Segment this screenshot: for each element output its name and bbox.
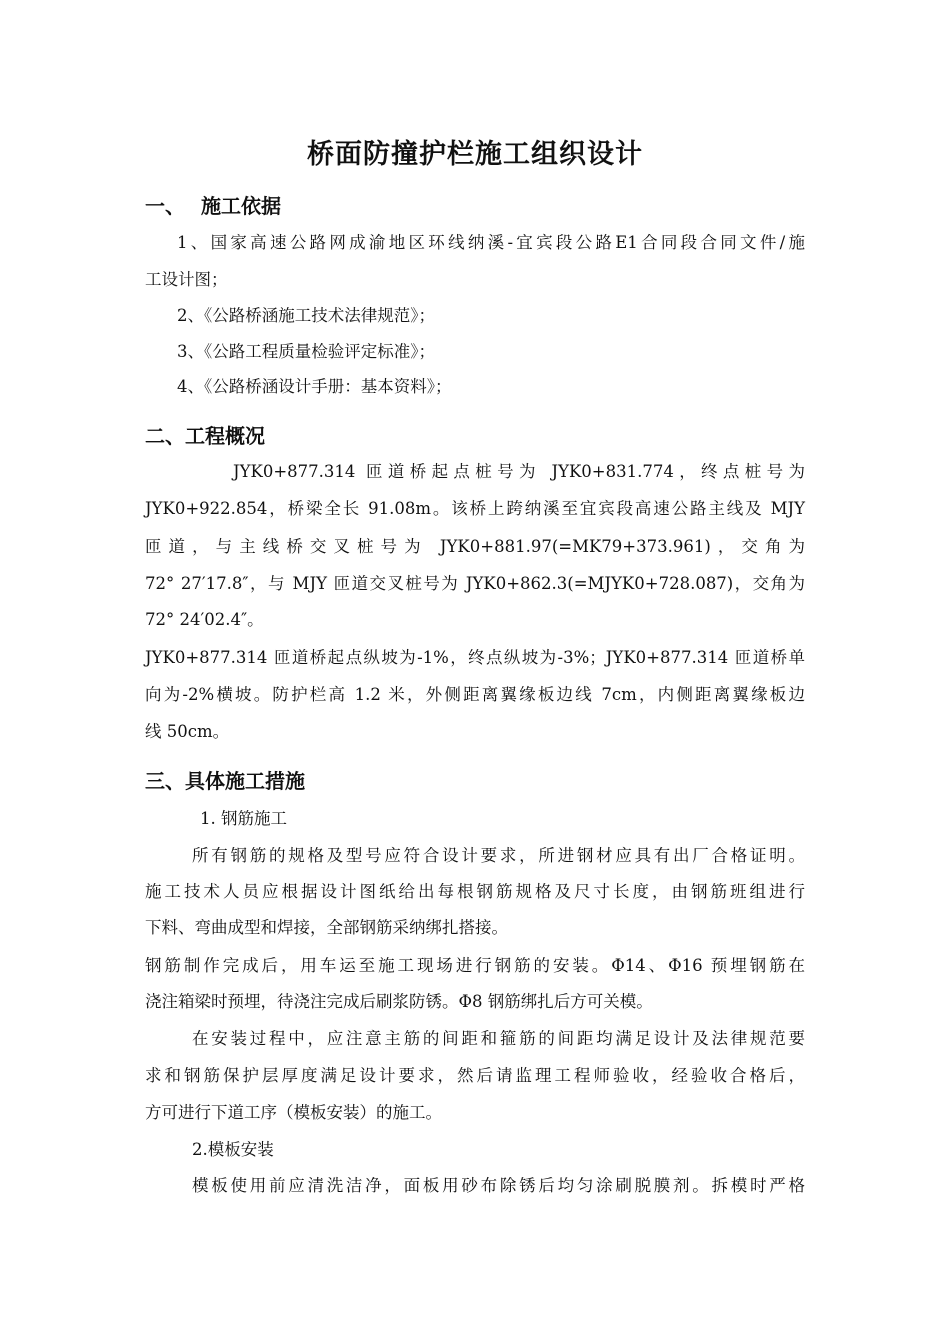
page-title: 桥面防撞护栏施工组织设计 [307,139,643,170]
section3-heading: 三、具体施工措施 [145,769,305,793]
section1-item3: 3、《公路工程质量检验评定标准》； [177,342,435,361]
section1-heading-text: 施工依据 [201,194,281,218]
section3-p1-line3: 下料、弯曲成型和焊接，全部钢筋采纳绑扎搭接。 [145,918,508,937]
section1-item2: 2、《公路桥涵施工技术法律规范》； [177,306,435,325]
section3-p1-line1: 所有钢筋的规格及型号应符合设计要求，所进钢材应具有出厂合格证明。 [192,846,805,865]
section1-item1-line2: 工设计图； [145,270,228,289]
section3-p2-line2: 浇注箱梁时预埋，待浇注完成后刷浆防锈。Φ8 钢筋绑扎后方可关模。 [145,992,653,1011]
section1-item4: 4、《公路桥涵设计手册：基本资料》； [177,377,452,396]
section1-number: 一、 [145,194,185,218]
section3-p3-line3: 方可进行下道工序（模板安装）的施工。 [145,1103,442,1122]
section2-heading: 二、工程概况 [145,424,265,448]
section3-p4-line1: 模板使用前应清洗洁净，面板用砂布除锈后均匀涂刷脱膜剂。拆模时严格 [192,1176,805,1195]
section3-p3-line2: 求和钢筋保护层厚度满足设计要求，然后请监理工程师验收，经验收合格后， [145,1066,805,1085]
section3-p1-line2: 施工技术人员应根据设计图纸给出每根钢筋规格及尺寸长度，由钢筋班组进行 [145,882,805,901]
section3-p3-line1: 在安装过程中，应注意主筋的间距和箍筋的间距均满足设计及法律规范要 [192,1029,805,1048]
section2-p2-line2: 向为-2%横坡。防护栏高 1.2 米，外侧距离翼缘板边线 7cm，内侧距离翼缘板边 [145,685,805,704]
section2-p1-line2: JYK0+922.854，桥梁全长 91.08m。该桥上跨纳溪至宜宾段高速公路主线及 MJY [145,499,805,518]
section3-p2-line1: 钢筋制作完成后，用车运至施工现场进行钢筋的安装。Φ14、Φ16 预埋钢筋在 [145,956,805,975]
section1-item1-line1: 1、国家高速公路网成渝地区环线纳溪-宜宾段公路E1合同段合同文件/施 [177,233,805,252]
section2-p1-line3: 匝道，与主线桥交叉桩号为 JYK0+881.97(=MK79+373.961)，交角为 [145,537,805,556]
section3-sub1: 1. 钢筋施工 [200,809,287,828]
section2-p2-line3: 线 50cm。 [145,722,230,741]
section1-heading [145,190,281,219]
section2-p1-line5: 72° 24′02.4″。 [145,610,264,629]
section3-sub2: 2.模板安装 [192,1140,274,1159]
section2-p1-line1: JYK0+877.314 匝道桥起点桩号为 JYK0+831.774，终点桩号为 [233,462,805,481]
section2-p2-line1: JYK0+877.314 匝道桥起点纵坡为-1%，终点纵坡为-3%；JYK0+877.314 匝道桥单 [145,648,805,667]
section2-p1-line4: 72° 27′17.8″，与 MJY 匝道交叉桩号为 JYK0+862.3(=MJYK0+728.087)，交角为 [145,574,805,593]
